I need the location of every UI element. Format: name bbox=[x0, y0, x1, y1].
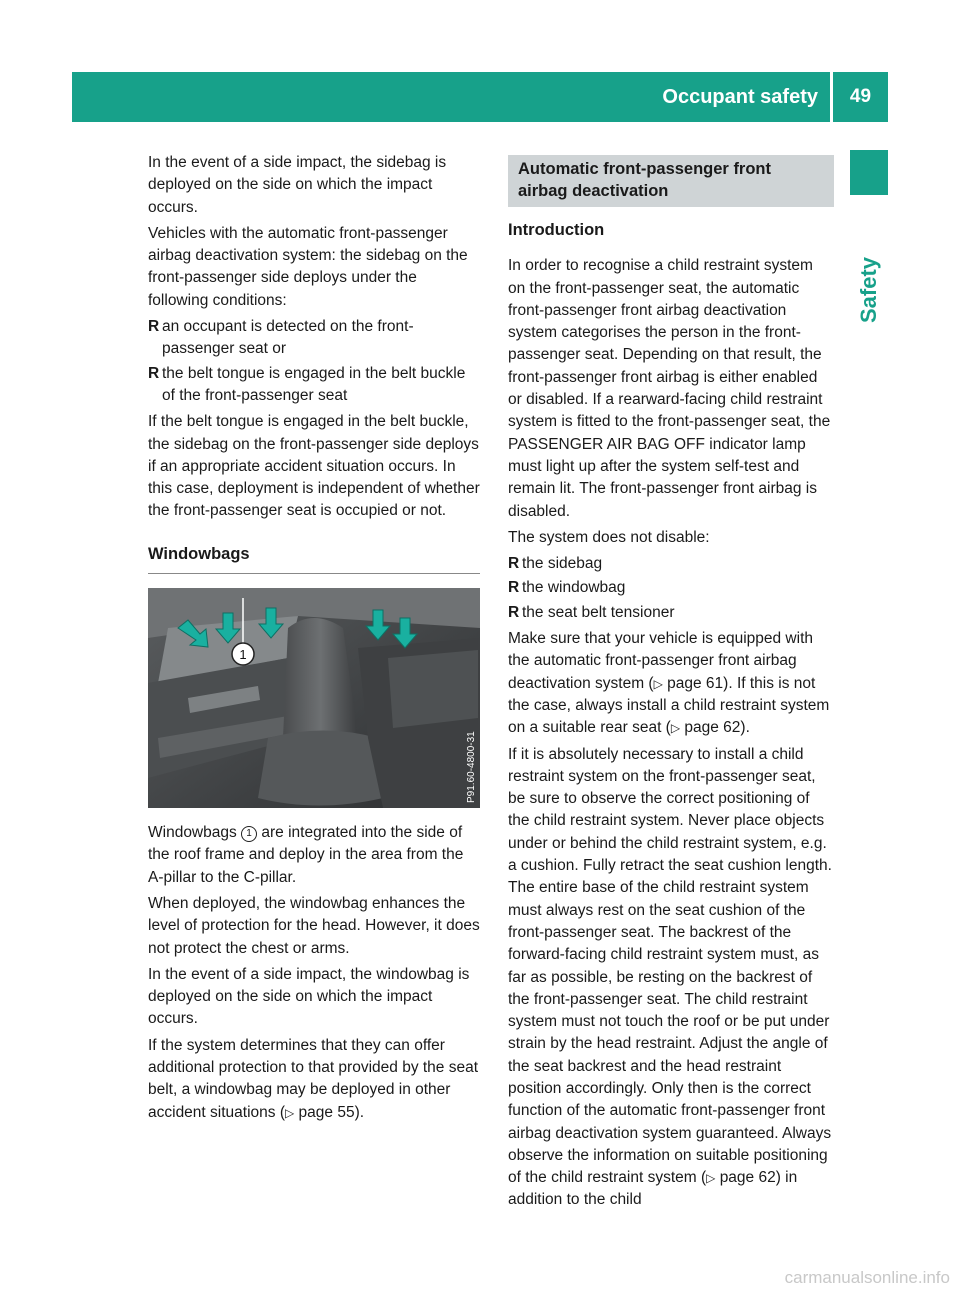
paragraph: If it is absolutely necessary to install a child restraint system on the front-passenger seat, be sure to observe the correct positioning of the child restraint system. Never place objects under or behind the child restraint system, e.g. a cushion. Fully retract the seat cushion length. The entire base of the child restraint system must always rest on the seat cushion of the front-passenger seat. The backrest of the forward-facing child restraint system must, as far as possible, be resting on the backrest of the front-passenger seat. The child restraint system must not touch the roof or be put under strain by the head restraint. Adjust the angle of the seat backrest and the head restraint position accordingly. Only then is the correct function of the automatic front-passenger front airbag deactivation system guaranteed. Always observe the information on suitable positioning of the child restraint system (▷ page 62) in addition to the child bbox=[508, 745, 832, 1209]
bullet-icon: R bbox=[148, 364, 160, 382]
page-reference[interactable]: page 55 bbox=[298, 1103, 355, 1121]
bullet-icon: R bbox=[148, 318, 160, 336]
right-column bbox=[508, 155, 834, 1216]
paragraph: If the system determines that they can offer additional protection to that provided by the seat belt, a windowbag may be deployed in other accident situations (▷ page 55). bbox=[148, 1036, 479, 1121]
page-reference[interactable]: page 62 bbox=[719, 1169, 776, 1187]
page-reference[interactable]: page 62 bbox=[684, 719, 741, 737]
bullet-icon: R bbox=[508, 579, 520, 597]
section-heading-box: Automatic front-passenger front airbag deactivation bbox=[508, 155, 834, 207]
conditions-list bbox=[148, 316, 480, 407]
watermark: carmanualsonline.info bbox=[784, 1268, 950, 1287]
paragraph: Make sure that your vehicle is equipped with the automatic front-passenger front airbag deactivation system (▷ page 61). If this is not the case, always install a child restraint system on a suitable rear seat (▷ page 62). bbox=[508, 630, 830, 737]
not-disable-list bbox=[508, 553, 834, 624]
callout-icon: 1 bbox=[241, 826, 257, 842]
chapter-tab-marker bbox=[850, 150, 888, 195]
list-item: R the sidebag bbox=[508, 553, 834, 575]
chapter-tab-label: Safety bbox=[856, 256, 881, 324]
windowbag-illustration bbox=[148, 588, 480, 808]
figure-code: P91.60-4800-31 bbox=[466, 731, 477, 804]
windowbag-figure bbox=[148, 588, 480, 808]
section-title: Occupant safety bbox=[662, 86, 818, 108]
paragraph: In the event of a side impact, the sidebag is deployed on the side on which the impact occurs. bbox=[148, 154, 447, 216]
bullet-icon: R bbox=[508, 603, 520, 621]
paragraph: Windowbags 1 are integrated into the side of the roof frame and deploy in the area from the A-pillar to the C-pillar. bbox=[148, 824, 464, 886]
bullet-icon: R bbox=[508, 555, 520, 573]
left-column bbox=[148, 152, 480, 1128]
paragraph: When deployed, the windowbag enhances the level of protection for the head. However, it does not protect the chest or arms. bbox=[148, 894, 480, 957]
list-item: R the seat belt tensioner bbox=[508, 602, 834, 624]
introduction-heading: Introduction bbox=[508, 221, 605, 239]
list-item: R the windowbag bbox=[508, 577, 834, 599]
header-bar bbox=[72, 72, 888, 122]
paragraph: In the event of a side impact, the windowbag is deployed on the side on which the impact occurs. bbox=[148, 965, 470, 1028]
paragraph: If the belt tongue is engaged in the belt buckle, the sidebag on the front-passenger side deploys if an appropriate accident situation occurs. In this case, deployment is independent of whether the front-passenger seat is occupied or not. bbox=[148, 413, 480, 520]
list-item: R the belt tongue is engaged in the belt buckle of the front-passenger seat bbox=[148, 364, 466, 404]
page-number: 49 bbox=[849, 86, 872, 107]
windowbags-heading: Windowbags bbox=[148, 543, 480, 574]
page-ref-icon: ▷ bbox=[706, 1171, 716, 1186]
paragraph: In order to recognise a child restraint system on the front-passenger seat, the automatic front-passenger front airbag deactivation system categorises the person in the front-passenger seat. Depending on that result, the front-passenger front airbag is either enabled or disabled. If a rearward-facing child restraint system is fitted to the front-passenger seat, the PASSENGER AIR BAG OFF indicator lamp must light up after the system self-test and remain lit. The front-passenger front airbag is disabled. bbox=[508, 257, 831, 520]
page-ref-icon: ▷ bbox=[653, 676, 663, 691]
page-ref-icon: ▷ bbox=[285, 1105, 295, 1120]
page-reference[interactable]: page 61 bbox=[667, 674, 724, 692]
paragraph: Vehicles with the automatic front-passenger airbag deactivation system: the sidebag on the front-passenger side deploys under the following conditions: bbox=[148, 224, 468, 309]
callout-number: 1 bbox=[239, 647, 247, 663]
list-item: R an occupant is detected on the front-passenger seat or bbox=[148, 318, 414, 358]
paragraph: The system does not disable: bbox=[508, 528, 710, 546]
page-ref-icon: ▷ bbox=[670, 721, 681, 736]
